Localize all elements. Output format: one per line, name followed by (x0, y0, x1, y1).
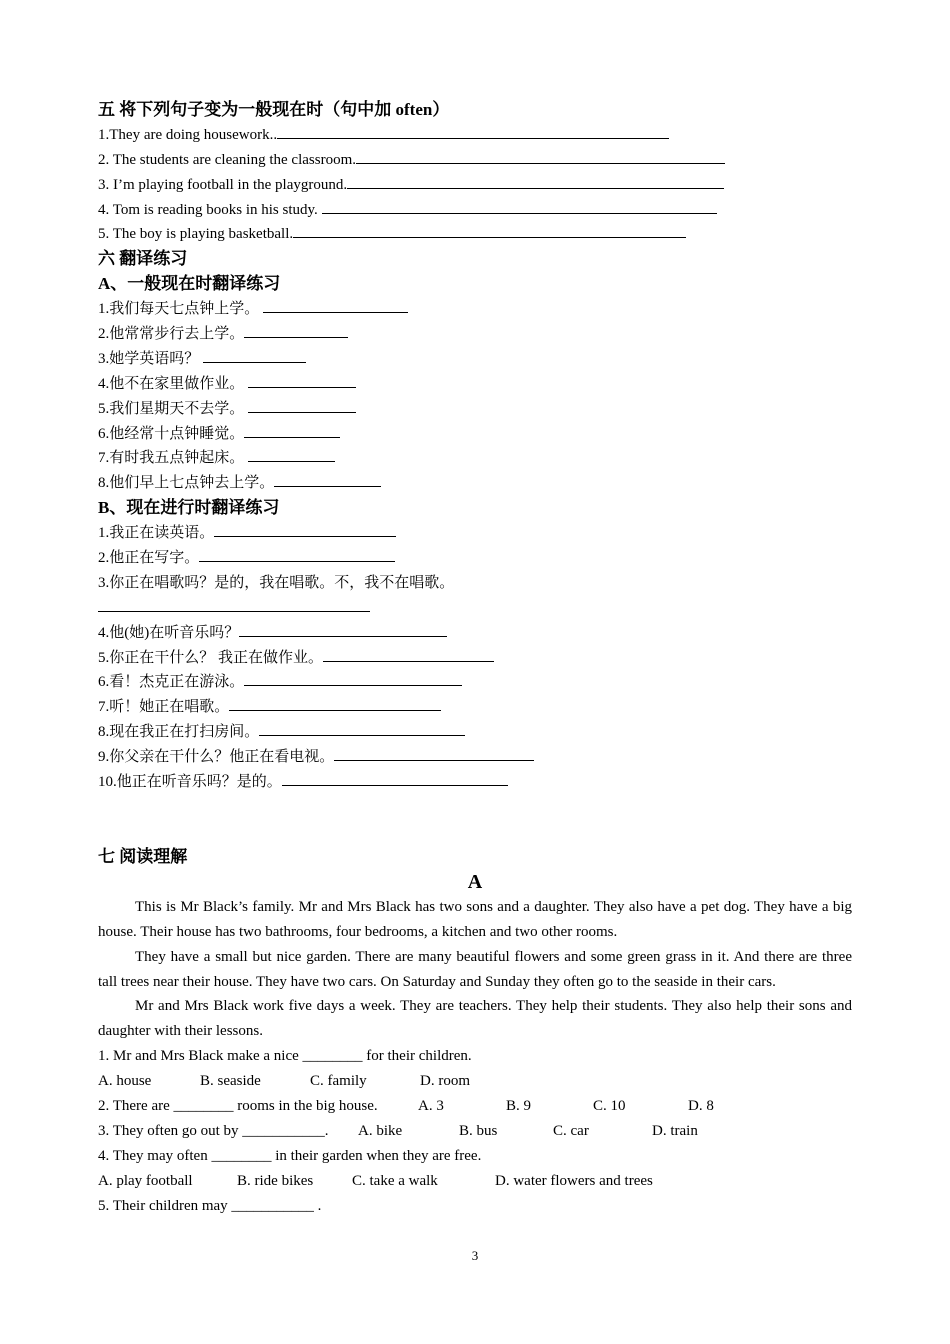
question-stem: 4. They may often ________ in their garden when they are free. (98, 1147, 482, 1164)
question-options (98, 1169, 852, 1194)
exercise-item: 2. The students are cleaning the classroom. (98, 148, 852, 173)
option[interactable]: A. bike (358, 1122, 403, 1139)
answer-blank[interactable] (244, 322, 348, 338)
option[interactable]: C. 10 (593, 1098, 626, 1115)
translation-item: 2.他常常步行去上学。 (98, 322, 852, 347)
option[interactable]: B. 9 (506, 1098, 532, 1115)
answer-blank[interactable] (356, 148, 725, 164)
page-number: 3 (471, 1248, 479, 1263)
question-with-options (98, 1094, 852, 1119)
answer-blank[interactable] (293, 222, 686, 238)
answer-blank[interactable] (199, 546, 395, 562)
option[interactable]: A. 3 (418, 1098, 444, 1115)
answer-blank[interactable] (347, 173, 724, 189)
translation-item: 1.我们每天七点钟上学。 (98, 297, 852, 322)
translation-item: 7.有时我五点钟起床。 (98, 446, 852, 471)
translation-item: 9.你父亲在干什么？他正在看电视。 (98, 745, 852, 770)
option[interactable]: C. family (310, 1073, 367, 1090)
section-heading: 六 翻译练习 (98, 249, 188, 269)
translation-item: 7.听！她正在唱歌。 (98, 695, 852, 720)
answer-blank[interactable] (248, 446, 335, 462)
spacer (98, 795, 852, 845)
translation-item: 3.你正在唱歌吗？是的，我在唱歌。不，我不在唱歌。 (98, 574, 455, 591)
answer-blank[interactable] (98, 596, 370, 612)
translation-item: 4.他不在家里做作业。 (98, 372, 852, 397)
answer-blank[interactable] (334, 745, 534, 761)
translation-item: 8.他们早上七点钟去上学。 (98, 471, 852, 496)
option[interactable]: B. seaside (200, 1073, 261, 1090)
option[interactable]: C. take a walk (352, 1172, 438, 1189)
translation-item: 8.现在我正在打扫房间。 (98, 720, 852, 745)
option[interactable]: B. bus (459, 1122, 498, 1139)
question-stem: 2. There are ________ rooms in the big house. (98, 1098, 378, 1115)
option[interactable]: B. ride bikes (237, 1172, 314, 1189)
passage-title: A (467, 870, 483, 893)
answer-blank[interactable] (239, 621, 447, 637)
exercise-item: 4. Tom is reading books in his study. (98, 198, 852, 223)
answer-blank[interactable] (322, 198, 717, 214)
question-options (98, 1069, 852, 1094)
translation-item: 5.你正在干什么？ 我正在做作业。 (98, 646, 852, 671)
answer-blank[interactable] (244, 670, 462, 686)
section-heading: 五 将下列句子变为一般现在时（句中加 often） (98, 100, 450, 119)
question-stem: 5. Their children may ___________ . (98, 1197, 322, 1214)
question-stem: 1. Mr and Mrs Black make a nice ________ for their children. (98, 1048, 472, 1065)
question-stem: 3. They often go out by ___________. (98, 1122, 329, 1139)
exercise-item: 1.They are doing housework.. (98, 123, 852, 148)
answer-blank[interactable] (248, 397, 356, 413)
answer-blank[interactable] (229, 695, 441, 711)
translation-item: 10.他正在听音乐吗？是的。 (98, 770, 852, 795)
passage-paragraph: This is Mr Black’s family. Mr and Mrs Black has two sons and a daughter. They also have a pet dog. They have a big house. Their house has two bathrooms, four bedrooms, a kitchen and two other rooms. (98, 898, 852, 940)
translation-item: 6.看！杰克正在游泳。 (98, 670, 852, 695)
answer-blank[interactable] (274, 471, 381, 487)
answer-blank[interactable] (244, 422, 340, 438)
translation-item-continuation (98, 596, 852, 621)
answer-blank[interactable] (282, 770, 508, 786)
option[interactable]: D. 8 (688, 1098, 714, 1115)
option[interactable]: D. train (652, 1122, 698, 1139)
translation-item: 6.他经常十点钟睡觉。 (98, 422, 852, 447)
option[interactable]: D. room (420, 1073, 470, 1090)
answer-blank[interactable] (248, 372, 356, 388)
option[interactable]: C. car (553, 1122, 589, 1139)
option[interactable]: A. play football (98, 1172, 193, 1189)
passage-paragraph: They have a small but nice garden. There are many beautiful flowers and some green grass in it. And there are three tall trees near their house. They have two cars. On Saturday and Sunday they often go to the seaside in their cars. (98, 948, 852, 990)
answer-blank[interactable] (323, 646, 494, 662)
translation-item: 3.她学英语吗？ (98, 347, 852, 372)
answer-blank[interactable] (263, 297, 408, 313)
section-heading: 七 阅读理解 (98, 846, 188, 866)
answer-blank[interactable] (277, 123, 669, 139)
answer-blank[interactable] (259, 720, 465, 736)
answer-blank[interactable] (214, 521, 396, 537)
page-content (98, 98, 852, 1219)
exercise-item: 3. I’m playing football in the playground. (98, 173, 852, 198)
passage-paragraph: Mr and Mrs Black work five days a week. They are teachers. They help their students. They also help their sons and daughter with their lessons. (98, 998, 852, 1040)
answer-blank[interactable] (203, 347, 306, 363)
exercise-item: 5. The boy is playing basketball. (98, 222, 852, 247)
subsection-heading: A、一般现在时翻译练习 (98, 274, 281, 294)
translation-item: 1.我正在读英语。 (98, 521, 852, 546)
subsection-heading: B、现在进行时翻译练习 (98, 498, 280, 518)
option[interactable]: A. house (98, 1073, 152, 1090)
option[interactable]: D. water flowers and trees (495, 1172, 653, 1189)
translation-item: 5.我们星期天不去学。 (98, 397, 852, 422)
translation-item: 2.他正在写字。 (98, 546, 852, 571)
translation-item: 4.他(她)在听音乐吗？ (98, 621, 852, 646)
question-with-options (98, 1119, 852, 1144)
